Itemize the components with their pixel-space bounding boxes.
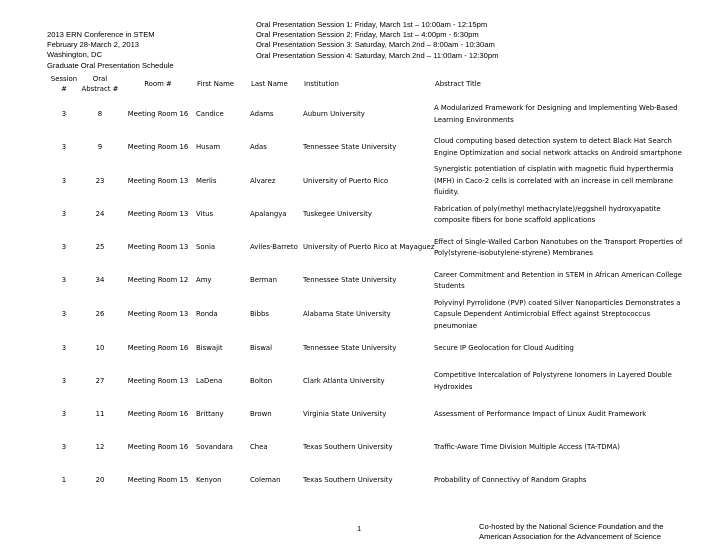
last-name-cell: Chea [250, 443, 268, 452]
session-3-time: Oral Presentation Session 3: Saturday, March 2nd – 8:00am - 10:30am [256, 40, 495, 50]
session-cell: 3 [61, 410, 67, 419]
abstract-number-cell: 10 [95, 344, 105, 353]
last-name-cell: Alvarez [250, 176, 276, 185]
last-name-cell: Aviles-Barreto [250, 243, 298, 252]
table-row [48, 298, 688, 333]
table-row [48, 199, 688, 232]
institution-cell: Tennessee State University [303, 344, 397, 353]
page-number: 1 [357, 524, 362, 533]
abstract-title-cell: Competitive Intercalation of Polystyrene Ionomers in Layered Double Hydroxides [434, 371, 672, 392]
session-4-time: Oral Presentation Session 4: Saturday, March 2nd – 11:00am - 12:30pm [256, 50, 499, 60]
session-cell: 1 [61, 476, 67, 485]
abstract-number-cell: 24 [95, 210, 105, 219]
institution-cell: University of Puerto Rico at Mayaguez [303, 243, 435, 252]
session-cell: 3 [61, 176, 67, 185]
table-row [48, 366, 688, 399]
session-cell: 3 [61, 210, 67, 219]
header-first-name: First Name [197, 79, 235, 88]
first-name-cell: Sonia [196, 243, 216, 252]
abstract-number-cell: 25 [95, 243, 105, 252]
document-title: Graduate Oral Presentation Schedule [47, 60, 174, 70]
table-row [48, 131, 688, 164]
header-session: Session # [50, 74, 78, 93]
abstract-number-cell: 11 [95, 410, 105, 419]
first-name-cell: Brittany [196, 410, 224, 419]
room-cell: Meeting Room 13 [127, 377, 189, 386]
institution-cell: University of Puerto Rico [303, 176, 389, 185]
header-institution: Institution [304, 79, 339, 88]
abstract-number-cell: 27 [95, 377, 105, 386]
room-cell: Meeting Room 16 [127, 443, 189, 452]
room-cell: Meeting Room 12 [127, 276, 189, 285]
abstract-number-cell: 9 [97, 142, 103, 151]
header-last-name: Last Name [251, 79, 288, 88]
room-cell: Meeting Room 13 [127, 243, 189, 252]
table-row [48, 164, 688, 199]
header-abstract-title: Abstract Title [435, 79, 481, 88]
table-row [48, 265, 688, 298]
header-room: Room # [144, 79, 172, 88]
room-cell: Meeting Room 15 [127, 476, 189, 485]
abstract-title-cell: Career Commitment and Retention in STEM in African American College Students [434, 270, 682, 291]
session-cell: 3 [61, 142, 67, 151]
session-cell: 3 [61, 243, 67, 252]
abstract-number-cell: 26 [95, 310, 105, 319]
session-cell: 3 [61, 377, 67, 386]
institution-cell: Alabama State University [303, 310, 391, 319]
last-name-cell: Coleman [250, 476, 281, 485]
table-header-row [48, 70, 688, 98]
first-name-cell: Husam [196, 142, 221, 151]
first-name-cell: Kenyon [196, 476, 222, 485]
last-name-cell: Brown [250, 410, 272, 419]
session-1-time: Oral Presentation Session 1: Friday, March 1st – 10:00am - 12:15pm [256, 20, 488, 29]
room-cell: Meeting Room 13 [127, 176, 189, 185]
first-name-cell: Merlis [196, 176, 217, 185]
session-2-time: Oral Presentation Session 2: Friday, March 1st – 4:00pm - 6:30pm [256, 30, 479, 40]
table-row [48, 465, 688, 498]
last-name-cell: Adas [250, 142, 267, 151]
conference-name: 2013 ERN Conference in STEM [47, 30, 155, 39]
last-name-cell: Apalangya [250, 210, 287, 219]
abstract-number-cell: 12 [95, 443, 105, 452]
table-row [48, 98, 688, 131]
room-cell: Meeting Room 16 [127, 410, 189, 419]
first-name-cell: Biswajit [196, 344, 223, 353]
abstract-number-cell: 8 [97, 109, 103, 118]
institution-cell: Tennessee State University [303, 142, 397, 151]
institution-cell: Tennessee State University [303, 276, 397, 285]
session-cell: 3 [61, 109, 67, 118]
abstract-title-cell: A Modularized Framework for Designing and Implementing Web-Based Learning Environments [434, 103, 678, 124]
abstract-title-cell: Probability of Connectivy of Random Graphs [434, 476, 587, 485]
last-name-cell: Bibbs [250, 310, 269, 319]
institution-cell: Auburn University [303, 109, 365, 118]
abstract-title-cell: Synergistic potentiation of cisplatin with magnetic fluid hyperthermia (MFH) in Caco-2 cells is correlated with an increase in cell membrane fluidity. [434, 165, 674, 197]
table-row [48, 333, 688, 366]
room-cell: Meeting Room 16 [127, 142, 189, 151]
session-cell: 3 [61, 443, 67, 452]
conference-location: Washington, DC [47, 50, 103, 60]
header-abstract-number: Oral Abstract # [81, 74, 119, 93]
first-name-cell: Sovandara [196, 443, 233, 452]
institution-cell: Virginia State University [303, 410, 387, 419]
institution-cell: Tuskegee University [303, 210, 372, 219]
abstract-number-cell: 23 [95, 176, 105, 185]
last-name-cell: Adams [250, 109, 274, 118]
abstract-title-cell: Secure IP Geolocation for Cloud Auditing [434, 344, 574, 353]
last-name-cell: Bolton [250, 377, 273, 386]
table-row [48, 399, 688, 432]
abstract-number-cell: 34 [95, 276, 105, 285]
first-name-cell: Ronda [196, 310, 218, 319]
session-cell: 3 [61, 276, 67, 285]
table-row [48, 432, 688, 465]
first-name-cell: Candice [196, 109, 224, 118]
first-name-cell: LaDena [196, 377, 223, 386]
institution-cell: Texas Southern University [303, 443, 393, 452]
abstract-title-cell: Polyvinyl Pyrrolidone (PVP) coated Silver Nanoparticles Demonstrates a Capsule Dependent Antimicrobial Effect against Streptococcus pneumoniae [434, 298, 681, 330]
conference-info [47, 30, 174, 71]
session-times [256, 20, 498, 61]
session-cell: 3 [61, 310, 67, 319]
abstract-title-cell: Effect of Single-Walled Carbon Nanotubes on the Transport Properties of Poly(styrene-isobutylene-styrene) Membranes [434, 237, 683, 258]
abstract-title-cell: Fabrication of poly(methyl methacrylate)/eggshell hydroxyapatite composite fibers for bone scaffold applications [434, 204, 661, 225]
table-row [48, 232, 688, 265]
room-cell: Meeting Room 13 [127, 210, 189, 219]
abstract-title-cell: Cloud computing based detection system to detect Black Hat Search Engine Optimization and social network attacks on Android smartphone [434, 136, 682, 157]
session-cell: 3 [61, 344, 67, 353]
room-cell: Meeting Room 16 [127, 344, 189, 353]
first-name-cell: Vitus [196, 210, 214, 219]
room-cell: Meeting Room 16 [127, 109, 189, 118]
room-cell: Meeting Room 13 [127, 310, 189, 319]
institution-cell: Clark Atlanta University [303, 377, 385, 386]
conference-dates: February 28-March 2, 2013 [47, 40, 140, 50]
cohost-note: Co-hosted by the National Science Foundation and the American Association for the Advancement of Science [479, 522, 664, 541]
abstract-title-cell: Assessment of Performance Impact of Linux Audit Framework [434, 410, 647, 419]
last-name-cell: Biswal [250, 344, 273, 353]
first-name-cell: Amy [196, 276, 212, 285]
abstract-title-cell: Traffic-Aware Time Division Multiple Access (TA-TDMA) [434, 443, 620, 452]
last-name-cell: Berman [250, 276, 277, 285]
abstract-number-cell: 20 [95, 476, 105, 485]
schedule-table [48, 70, 688, 498]
institution-cell: Texas Southern University [303, 476, 393, 485]
